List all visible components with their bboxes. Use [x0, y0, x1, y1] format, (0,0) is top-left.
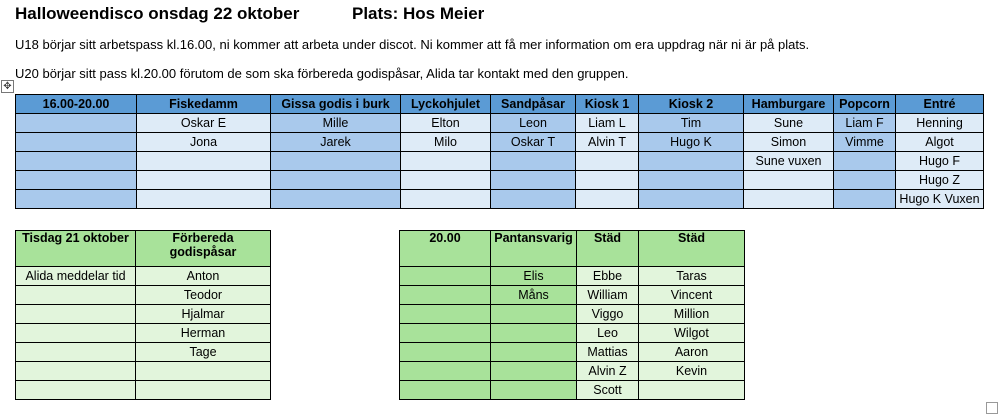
cleaning-cell[interactable]	[400, 286, 491, 305]
schedule-cell[interactable]	[16, 152, 137, 171]
cleaning-row	[400, 286, 745, 305]
schedule-header-cell: Popcorn	[834, 95, 896, 114]
prep-cell[interactable]: Herman	[136, 324, 271, 343]
cleaning-cell[interactable]: Scott	[577, 381, 639, 400]
schedule-cell[interactable]: Hugo K	[639, 133, 744, 152]
schedule-cell[interactable]	[744, 171, 834, 190]
schedule-cell[interactable]: Leon	[491, 114, 576, 133]
schedule-header-cell: Entré	[896, 95, 984, 114]
cleaning-cell[interactable]: Leo	[577, 324, 639, 343]
schedule-cell[interactable]	[137, 171, 271, 190]
cleaning-cell[interactable]	[491, 343, 577, 362]
schedule-cell[interactable]: Hugo F	[896, 152, 984, 171]
intro-paragraph-1: U18 börjar sitt arbetspass kl.16.00, ni kommer att arbeta under discot. Ni kommer att få mer information om era uppdrag när ni är på plats.	[15, 37, 810, 52]
schedule-cell[interactable]	[271, 152, 401, 171]
page-corner-icon	[986, 402, 998, 414]
cleaning-cell[interactable]: Viggo	[577, 305, 639, 324]
schedule-header-cell: 16.00-20.00	[16, 95, 137, 114]
cleaning-cell[interactable]	[400, 362, 491, 381]
schedule-row	[16, 190, 984, 209]
cleaning-row	[400, 343, 745, 362]
schedule-header-cell: Sandpåsar	[491, 95, 576, 114]
schedule-header-cell: Kiosk 2	[639, 95, 744, 114]
prep-cell[interactable]	[136, 362, 271, 381]
schedule-cell[interactable]: Mille	[271, 114, 401, 133]
prep-header-cell: Tisdag 21 oktober	[16, 231, 136, 267]
schedule-cell[interactable]: Hugo K Vuxen	[896, 190, 984, 209]
schedule-cell[interactable]: Oskar T	[491, 133, 576, 152]
prep-row	[16, 286, 271, 305]
cleaning-cell[interactable]	[491, 324, 577, 343]
prep-cell[interactable]: Anton	[136, 267, 271, 286]
cleaning-cell[interactable]: William	[577, 286, 639, 305]
prep-cell[interactable]	[16, 286, 136, 305]
prep-cell[interactable]: Alida meddelar tid	[16, 267, 136, 286]
prep-header-cell: Förbereda godispåsar	[136, 231, 271, 267]
schedule-cell[interactable]	[576, 152, 639, 171]
schedule-cell[interactable]	[639, 190, 744, 209]
schedule-cell[interactable]: Vimme	[834, 133, 896, 152]
schedule-header-cell: Fiskedamm	[137, 95, 271, 114]
schedule-row	[16, 152, 984, 171]
cleaning-cell[interactable]	[400, 324, 491, 343]
schedule-row	[16, 133, 984, 152]
schedule-header-cell: Lyckohjulet	[401, 95, 491, 114]
prep-table	[15, 230, 271, 400]
prep-row	[16, 305, 271, 324]
schedule-cell[interactable]	[639, 171, 744, 190]
schedule-cell[interactable]	[137, 152, 271, 171]
schedule-cell[interactable]: Simon	[744, 133, 834, 152]
schedule-cell[interactable]	[16, 190, 137, 209]
schedule-cell[interactable]: Oskar E	[137, 114, 271, 133]
cleaning-cell[interactable]	[400, 381, 491, 400]
schedule-cell[interactable]	[16, 171, 137, 190]
prep-cell[interactable]	[16, 324, 136, 343]
schedule-cell[interactable]: Hugo Z	[896, 171, 984, 190]
document-title: Halloweendisco onsdag 22 oktober	[15, 4, 300, 23]
cleaning-cell[interactable]	[491, 381, 577, 400]
schedule-cell[interactable]: Liam L	[576, 114, 639, 133]
schedule-cell[interactable]	[401, 152, 491, 171]
schedule-cell[interactable]: Elton	[401, 114, 491, 133]
schedule-table	[15, 94, 984, 209]
place-label: Plats: Hos Meier	[352, 4, 485, 23]
schedule-cell[interactable]: Milo	[401, 133, 491, 152]
prep-cell[interactable]	[16, 381, 136, 400]
schedule-cell[interactable]	[491, 171, 576, 190]
cleaning-cell[interactable]	[491, 305, 577, 324]
prep-cell[interactable]: Hjalmar	[136, 305, 271, 324]
cleaning-cell[interactable]	[400, 267, 491, 286]
cleaning-header-cell: Städ	[577, 231, 639, 267]
cleaning-cell[interactable]	[400, 305, 491, 324]
prep-cell[interactable]	[16, 343, 136, 362]
cleaning-cell[interactable]	[400, 343, 491, 362]
schedule-cell[interactable]	[834, 152, 896, 171]
schedule-row	[16, 171, 984, 190]
cleaning-row	[400, 362, 745, 381]
cleaning-header-cell: Städ	[639, 231, 745, 267]
schedule-cell[interactable]	[576, 190, 639, 209]
prep-cell[interactable]	[16, 305, 136, 324]
schedule-cell[interactable]	[491, 190, 576, 209]
cleaning-table	[399, 230, 745, 400]
prep-cell[interactable]	[16, 362, 136, 381]
prep-cell[interactable]	[136, 381, 271, 400]
cleaning-cell[interactable]: Kevin	[639, 362, 745, 381]
schedule-header-cell: Hamburgare	[744, 95, 834, 114]
cleaning-cell[interactable]	[639, 381, 745, 400]
cleaning-header-cell: Pantansvarig	[491, 231, 577, 267]
schedule-cell[interactable]: Tim	[639, 114, 744, 133]
schedule-cell[interactable]	[834, 190, 896, 209]
schedule-cell[interactable]: Algot	[896, 133, 984, 152]
schedule-cell[interactable]	[16, 133, 137, 152]
cleaning-cell[interactable]: Mattias	[577, 343, 639, 362]
schedule-cell[interactable]: Jarek	[271, 133, 401, 152]
schedule-cell[interactable]	[639, 152, 744, 171]
schedule-cell[interactable]	[271, 171, 401, 190]
table-move-icon[interactable]: ✥	[1, 80, 14, 93]
schedule-cell[interactable]: Liam F	[834, 114, 896, 133]
cleaning-row	[400, 305, 745, 324]
schedule-cell[interactable]	[576, 171, 639, 190]
cleaning-cell[interactable]: Elis	[491, 267, 577, 286]
cleaning-cell[interactable]: Alvin Z	[577, 362, 639, 381]
cleaning-row	[400, 324, 745, 343]
schedule-cell[interactable]	[271, 190, 401, 209]
cleaning-row	[400, 267, 745, 286]
cleaning-cell[interactable]: Wilgot	[639, 324, 745, 343]
schedule-cell[interactable]	[16, 114, 137, 133]
cleaning-cell[interactable]: Aaron	[639, 343, 745, 362]
schedule-cell[interactable]: Alvin T	[576, 133, 639, 152]
prep-cell[interactable]: Teodor	[136, 286, 271, 305]
cleaning-cell[interactable]: Taras	[639, 267, 745, 286]
schedule-header-cell: Gissa godis i burk	[271, 95, 401, 114]
schedule-cell[interactable]: Henning	[896, 114, 984, 133]
cleaning-header-cell: 20.00	[400, 231, 491, 267]
prep-row	[16, 362, 271, 381]
schedule-cell[interactable]	[491, 152, 576, 171]
cleaning-row	[400, 381, 745, 400]
cleaning-cell[interactable]	[491, 362, 577, 381]
cleaning-cell[interactable]: Måns	[491, 286, 577, 305]
prep-cell[interactable]: Tage	[136, 343, 271, 362]
schedule-cell[interactable]: Sune	[744, 114, 834, 133]
intro-paragraph-2: U20 börjar sitt pass kl.20.00 förutom de som ska förbereda godispåsar, Alida tar kontakt med den gruppen.	[15, 66, 629, 81]
schedule-cell[interactable]: Jona	[137, 133, 271, 152]
cleaning-cell[interactable]: Million	[639, 305, 745, 324]
prep-row	[16, 324, 271, 343]
prep-row	[16, 381, 271, 400]
schedule-cell[interactable]	[137, 190, 271, 209]
schedule-cell[interactable]	[401, 171, 491, 190]
schedule-row	[16, 114, 984, 133]
cleaning-cell[interactable]: Vincent	[639, 286, 745, 305]
schedule-cell[interactable]	[401, 190, 491, 209]
schedule-cell[interactable]	[744, 190, 834, 209]
prep-row	[16, 343, 271, 362]
schedule-cell[interactable]: Sune vuxen	[744, 152, 834, 171]
schedule-header-cell: Kiosk 1	[576, 95, 639, 114]
cleaning-cell[interactable]: Ebbe	[577, 267, 639, 286]
schedule-cell[interactable]	[834, 171, 896, 190]
prep-row	[16, 267, 271, 286]
